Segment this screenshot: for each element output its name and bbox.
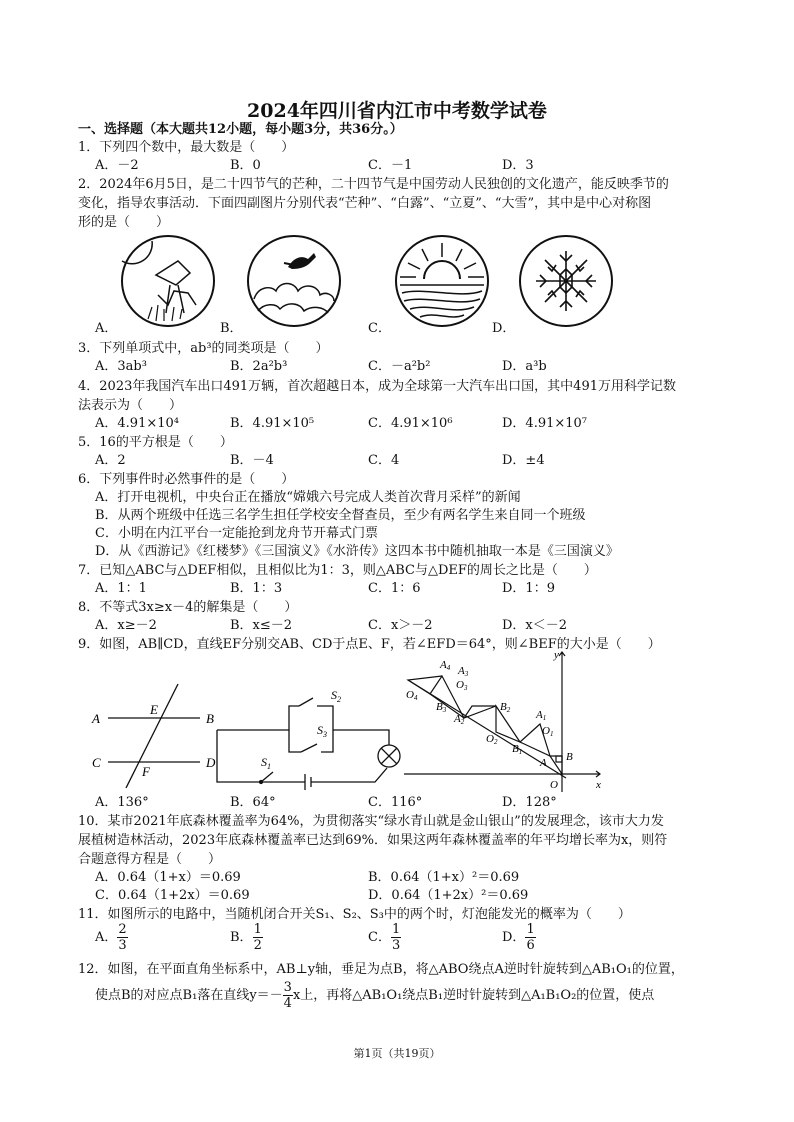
point-b-label: B xyxy=(566,751,573,763)
point-o3-label: O3 xyxy=(456,679,468,692)
q2-line1: 2．2024年6月5日，是二十四节气的芒种，二十四节气是中国劳动人民独创的文化遗产，能反映季节的 xyxy=(78,177,669,192)
q4-option-d: D．4.91×10⁷ xyxy=(502,416,588,431)
white-dew-image xyxy=(244,233,344,329)
q4-line1: 4．2023年我国汽车出口491万辆，首次超越日本，成为全球第一大汽车出口国，其中491万用科学记数 xyxy=(78,379,676,394)
page-title: 2024年四川省内江市中考数学试卷 xyxy=(247,100,547,122)
q4-option-a: A．4.91×10⁴ xyxy=(95,416,179,431)
point-a3-label: A3 xyxy=(458,665,469,678)
grain-in-ear-image xyxy=(118,233,218,329)
page-footer: 第1页（共19页） xyxy=(353,1047,441,1060)
q9-option-c: C．116° xyxy=(368,795,423,810)
label-a: A xyxy=(92,711,100,726)
point-o4-label: O4 xyxy=(406,689,418,702)
section-heading: 一、选择题（本大题共12小题，每小题3分，共36分。） xyxy=(78,122,403,137)
q11-option-a: A． $\frac{2}{3}$ xyxy=(95,922,127,953)
q4-option-b: B．4.91×10⁵ xyxy=(230,416,315,431)
q10-option-c: C．0.64（1+2x）＝0.69 xyxy=(95,888,250,903)
q7-option-c: C．1：6 xyxy=(368,581,421,596)
point-b2-label: B2 xyxy=(500,701,511,714)
major-snow-image xyxy=(516,233,616,329)
q10-option-a: A．0.64（1+x）＝0.69 xyxy=(95,870,241,885)
q3-option-c: C．－a²b² xyxy=(368,359,431,374)
q10-option-d: D．0.64（1+2x）²＝0.69 xyxy=(368,888,529,903)
q11-stem: 11．如图所示的电路中，当随机闭合开关S₁、S₂、S₃中的两个时，灯泡能发光的概率为（ ） xyxy=(78,907,631,922)
q8-option-d: D．x＜－2 xyxy=(502,618,568,633)
q6-option-c: C．小明在内江平台一定能抢到龙舟节开幕式门票 xyxy=(95,526,378,541)
q11-option-d: D． $\frac{1}{6}$ xyxy=(502,922,535,953)
q4-line2: 法表示为（ ） xyxy=(78,398,183,413)
q10-line3: 合题意得方程是（ ） xyxy=(78,852,222,867)
q11-option-b: B． $\frac{1}{2}$ xyxy=(230,922,262,953)
q1-stem: 1．下列四个数中，最大数是（ ） xyxy=(78,140,295,155)
q8-option-c: C．x＞－2 xyxy=(368,618,433,633)
q10-line2: 展植树造林活动，2023年底森林覆盖率已达到69%．如果这两年森林覆盖率的年平均增长率为x，则符 xyxy=(78,833,668,848)
q3-option-b: B．2a²b³ xyxy=(230,359,288,374)
q2-option-b: B． xyxy=(220,321,243,336)
q5-option-b: B．－4 xyxy=(230,453,274,468)
q8-option-a: A．x≥－2 xyxy=(95,618,157,633)
label-e: E xyxy=(150,702,158,717)
q7-option-a: A．1：1 xyxy=(95,581,147,596)
origin-label: O xyxy=(550,779,558,791)
point-o2-label: O2 xyxy=(486,733,498,746)
q5-option-d: D．±4 xyxy=(502,453,545,468)
label-c: C xyxy=(92,755,101,770)
q3-option-a: A．3ab³ xyxy=(95,359,147,374)
point-a-label: A xyxy=(540,757,547,769)
y-axis-label: y xyxy=(554,649,559,661)
q5-stem: 5．16的平方根是（ ） xyxy=(78,435,233,450)
beginning-of-summer-image xyxy=(392,233,492,329)
point-o1-label: O1 xyxy=(542,725,554,738)
coordinate-rotation-figure xyxy=(400,646,610,796)
q6-option-a: A．打开电视机，中央台正在播放“嫦娥六号完成人类首次背月采样”的新闻 xyxy=(95,490,521,505)
q10-line1: 10．某市2021年底森林覆盖率为64%，为贯彻落实“绿水青山就是金山银山”的发展理念，该市大力发 xyxy=(78,814,664,829)
q5-option-a: A．2 xyxy=(95,453,126,468)
q6-option-d: D．从《西游记》《红楼梦》《三国演义》《水浒传》这四本书中随机抽取一本是《三国演义》 xyxy=(95,544,619,559)
point-a1-label: A1 xyxy=(536,709,547,722)
point-b1-label: B1 xyxy=(512,743,523,756)
q7-stem: 7．已知△ABC与△DEF相似，且相似比为1：3，则△ABC与△DEF的周长之比是（ ） xyxy=(78,563,597,578)
switch-s2-label: $S_2$ xyxy=(331,688,341,704)
x-axis-label: x xyxy=(596,779,601,791)
point-a4-label: A4 xyxy=(440,659,451,672)
q5-option-c: C．4 xyxy=(368,453,400,468)
q1-option-d: D．3 xyxy=(502,158,534,173)
label-b: B xyxy=(206,711,214,726)
q1-option-a: A．－2 xyxy=(95,158,139,173)
q8-stem: 8．不等式3x≥x－4的解集是（ ） xyxy=(78,600,298,615)
q6-option-b: B．从两个班级中任选三名学生担任学校安全督查员，至少有两名学生来自同一个班级 xyxy=(95,508,586,523)
q9-option-a: A．136° xyxy=(95,795,149,810)
circuit-figure xyxy=(205,684,410,792)
switch-s3-label: $S_3$ xyxy=(317,723,327,739)
q12-line2: 使点B的对应点B₁落在直线y＝－ $\frac{3}{4}$ x上，再将△AB₁O₁绕点B₁逆时针旋转到△A₁B₁O₂的位置，使点 xyxy=(95,980,655,1011)
q9-option-d: D．128° xyxy=(502,795,557,810)
q2-option-a: A． xyxy=(95,321,118,336)
q2-line2: 变化，指导农事活动．下面四副图片分别代表“芒种”、“白露”、“立夏”、“大雪”，其中是中心对称图 xyxy=(78,196,652,211)
switch-s1-label: $S_1$ xyxy=(261,755,271,771)
q1-option-c: C．－1 xyxy=(368,158,413,173)
q7-option-d: D．1：9 xyxy=(502,581,555,596)
q1-option-b: B．0 xyxy=(230,158,261,173)
q9-option-b: B．64° xyxy=(230,795,276,810)
q6-stem: 6．下列事件时必然事件的是（ ） xyxy=(78,472,295,487)
label-d: D xyxy=(206,755,216,770)
q12-line1: 12．如图，在平面直角坐标系中，AB⊥y轴，垂足为点B，将△ABO绕点A逆时针旋转到△AB₁O₁的位置， xyxy=(78,962,684,977)
q3-stem: 3．下列单项式中，ab³的同类项是（ ） xyxy=(78,341,329,356)
point-b3-label: B3 xyxy=(436,701,447,714)
q2-line3: 形的是（ ） xyxy=(78,215,170,230)
q11-option-c: C． $\frac{1}{3}$ xyxy=(368,922,401,953)
point-a2-label: A2 xyxy=(454,713,465,726)
q4-option-c: C．4.91×10⁶ xyxy=(368,416,453,431)
label-f: F xyxy=(142,764,150,779)
q2-option-d: D． xyxy=(492,321,516,336)
q3-option-d: D．a³b xyxy=(502,359,547,374)
q10-option-b: B．0.64（1+x）²＝0.69 xyxy=(368,870,520,885)
q7-option-b: B．1：3 xyxy=(230,581,283,596)
q8-option-b: B．x≤－2 xyxy=(230,618,293,633)
q2-option-c: C． xyxy=(368,321,391,336)
q9-stem: 9．如图，AB∥CD，直线EF分别交AB、CD于点E、F，若∠EFD＝64°，则∠BEF的大小是（ ） xyxy=(78,637,661,652)
